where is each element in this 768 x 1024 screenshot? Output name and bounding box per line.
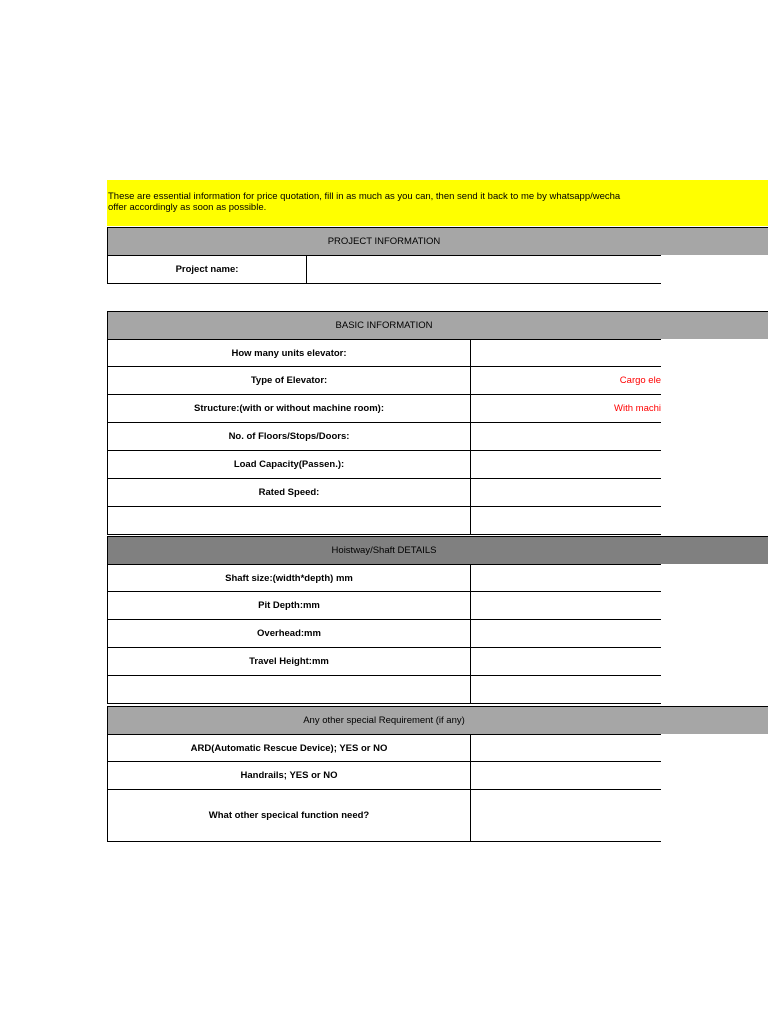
- handrails-label: Handrails; YES or NO: [108, 762, 471, 789]
- table-row: [107, 339, 661, 367]
- ard-field[interactable]: [471, 735, 661, 761]
- table-row: [107, 395, 661, 423]
- table-row: [107, 507, 661, 535]
- units-label: How many units elevator:: [108, 340, 471, 366]
- blank-field[interactable]: [471, 676, 661, 703]
- handrails-field[interactable]: [471, 762, 661, 789]
- rated-speed-label: Rated Speed:: [108, 479, 471, 506]
- instructions-line-2: offer accordingly as soon as possible.: [108, 202, 267, 213]
- travel-height-field[interactable]: [471, 648, 661, 675]
- project-name-field[interactable]: [307, 256, 661, 283]
- table-row: [107, 592, 661, 620]
- floors-label: No. of Floors/Stops/Doors:: [108, 423, 471, 450]
- instructions-banner: [107, 180, 768, 226]
- table-row: [107, 564, 661, 592]
- section-title: BASIC INFORMATION: [335, 320, 433, 331]
- blank-label: [108, 507, 471, 534]
- pit-depth-label: Pit Depth:mm: [108, 592, 471, 619]
- section-title: Any other special Requirement (if any): [303, 715, 465, 726]
- blank-label: [108, 676, 471, 703]
- basic-information-header: [107, 311, 768, 339]
- structure-label: Structure:(with or without machine room):: [108, 395, 471, 422]
- shaft-size-label: Shaft size:(width*depth) mm: [108, 565, 471, 591]
- units-field[interactable]: [471, 340, 661, 366]
- table-row: [107, 734, 661, 762]
- section-title: PROJECT INFORMATION: [327, 236, 441, 247]
- project-name-label: Project name:: [108, 256, 307, 283]
- ard-label: ARD(Automatic Rescue Device); YES or NO: [108, 735, 471, 761]
- project-information-header: [107, 227, 768, 255]
- elevator-type-field[interactable]: Cargo ele: [619, 375, 661, 386]
- table-row: [107, 676, 661, 704]
- project-information-table: [107, 255, 661, 284]
- shaft-details-table: [107, 564, 661, 704]
- load-capacity-label: Load Capacity(Passen.):: [108, 451, 471, 478]
- pit-depth-field[interactable]: [471, 592, 661, 619]
- table-row: [107, 762, 661, 790]
- elevator-type-label: Type of Elevator:: [108, 367, 471, 394]
- table-row: [107, 423, 661, 451]
- other-function-label: What other specical function need?: [108, 790, 471, 841]
- basic-information-table: [107, 339, 661, 535]
- floors-field[interactable]: [471, 423, 661, 450]
- overhead-label: Overhead:mm: [108, 620, 471, 647]
- shaft-details-header: [107, 536, 768, 564]
- special-requirements-table: [107, 734, 661, 842]
- rated-speed-field[interactable]: [471, 479, 661, 506]
- table-row: [107, 648, 661, 676]
- structure-field[interactable]: With machi: [614, 403, 661, 414]
- load-capacity-field[interactable]: [471, 451, 661, 478]
- travel-height-label: Travel Height:mm: [108, 648, 471, 675]
- table-row: [107, 367, 661, 395]
- other-function-field[interactable]: [471, 790, 661, 841]
- table-row: [107, 255, 661, 284]
- overhead-field[interactable]: [471, 620, 661, 647]
- table-row: [107, 479, 661, 507]
- instructions-line-1: These are essential information for price quotation, fill in as much as you can, then send it back to me by whatsapp/wecha: [108, 191, 621, 202]
- table-row: [107, 451, 661, 479]
- blank-field[interactable]: [471, 507, 661, 534]
- section-title: Hoistway/Shaft DETAILS: [331, 545, 437, 556]
- special-requirements-header: [107, 706, 768, 734]
- table-row: [107, 620, 661, 648]
- shaft-size-field[interactable]: [471, 565, 661, 591]
- table-row: [107, 790, 661, 842]
